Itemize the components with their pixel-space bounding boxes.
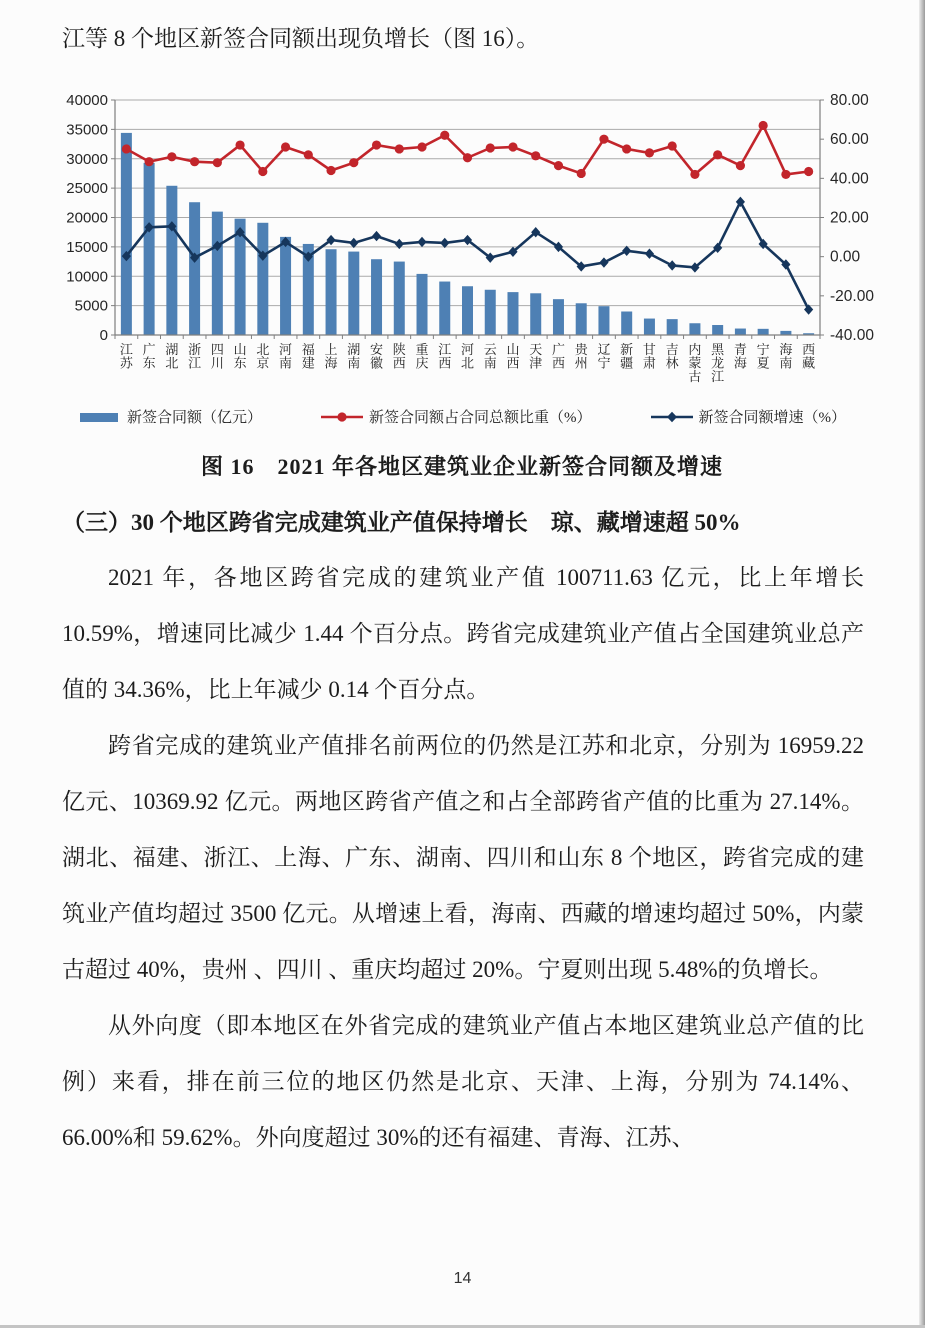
svg-text:0: 0 bbox=[99, 327, 108, 344]
svg-text:5000: 5000 bbox=[74, 297, 108, 315]
svg-text:黑龙江: 黑龙江 bbox=[711, 342, 725, 384]
svg-text:河北: 河北 bbox=[460, 342, 475, 371]
svg-text:60.00: 60.00 bbox=[830, 131, 869, 149]
bar-series-new-contracts bbox=[121, 133, 814, 335]
svg-text:0.00: 0.00 bbox=[830, 248, 861, 266]
left-axis-labels bbox=[66, 92, 115, 344]
page-edge-right bbox=[919, 0, 925, 1328]
svg-text:40000: 40000 bbox=[66, 92, 108, 109]
x-axis-ticks bbox=[115, 335, 820, 339]
legend-swatch bbox=[78, 410, 122, 424]
svg-text:湖北: 湖北 bbox=[165, 342, 179, 371]
svg-text:安徽: 安徽 bbox=[370, 342, 384, 371]
legend-item-growth-line bbox=[650, 406, 847, 427]
svg-text:海南: 海南 bbox=[779, 342, 793, 371]
svg-text:陕西: 陕西 bbox=[392, 342, 406, 371]
svg-text:浙江: 浙江 bbox=[188, 342, 202, 371]
paragraph-2: 跨省完成的建筑业产值排名前两位的仍然是江苏和北京，分别为 16959.22 亿元、10369.92 亿元。两地区跨省产值之和占全部跨省产值的比重为 27.14%。湖北、福建、浙江、上海、广东、湖南、四川和山东 8 个地区，跨省完成的建筑业产值均超过 3500 亿元。从增速上看，海南、西藏的增速均超过 50%，内蒙古超过 40%，贵州 、四川 、重庆均超过 20%。宁夏则出现 5.48%的负增长。 bbox=[62, 733, 864, 982]
legend-label: 新签合同额增速（%） bbox=[698, 410, 846, 426]
figure-16-chart bbox=[55, 92, 900, 408]
svg-text:80.00: 80.00 bbox=[830, 92, 869, 109]
svg-text:天津: 天津 bbox=[529, 342, 543, 371]
svg-text:上海: 上海 bbox=[324, 342, 338, 371]
legend-item-bars bbox=[78, 406, 262, 427]
svg-text:25000: 25000 bbox=[66, 180, 108, 198]
svg-text:四川: 四川 bbox=[210, 342, 224, 371]
svg-text:江苏: 江苏 bbox=[119, 342, 133, 371]
chart-legend bbox=[62, 406, 862, 427]
svg-text:广东: 广东 bbox=[142, 342, 156, 371]
right-axis-labels bbox=[820, 92, 874, 344]
svg-text:广西: 广西 bbox=[551, 342, 565, 371]
svg-text:甘肃: 甘肃 bbox=[642, 342, 656, 371]
svg-text:西藏: 西藏 bbox=[802, 342, 816, 371]
svg-text:辽宁: 辽宁 bbox=[597, 342, 611, 371]
legend-item-share-line bbox=[320, 406, 592, 427]
svg-text:15000: 15000 bbox=[66, 238, 108, 256]
svg-text:湖南: 湖南 bbox=[347, 342, 361, 371]
contract-chart-canvas bbox=[55, 92, 900, 408]
svg-text:新疆: 新疆 bbox=[620, 342, 634, 371]
svg-text:内蒙古: 内蒙古 bbox=[688, 342, 702, 384]
legend-label: 新签合同额占合同总额比重（%） bbox=[369, 410, 592, 426]
svg-text:10000: 10000 bbox=[66, 268, 108, 286]
svg-text:青海: 青海 bbox=[733, 342, 747, 371]
legend-label: 新签合同额（亿元） bbox=[126, 410, 262, 426]
svg-text:40.00: 40.00 bbox=[830, 170, 869, 188]
body-text bbox=[62, 550, 864, 1166]
section-heading: （三）30 个地区跨省完成建筑业产值保持增长 琼、藏增速超 50% bbox=[62, 510, 741, 535]
svg-text:20000: 20000 bbox=[66, 209, 108, 227]
legend-swatch bbox=[650, 410, 694, 424]
svg-text:贵州: 贵州 bbox=[574, 342, 588, 371]
intro-text: 江等 8 个地区新签合同额出现负增长（图 16）。 bbox=[62, 26, 540, 51]
svg-text:吉林: 吉林 bbox=[665, 342, 679, 371]
svg-text:重庆: 重庆 bbox=[415, 342, 429, 371]
svg-text:云南: 云南 bbox=[483, 342, 497, 371]
page-number: 14 bbox=[453, 1270, 472, 1287]
svg-text:30000: 30000 bbox=[66, 150, 108, 168]
svg-text:山西: 山西 bbox=[506, 342, 520, 371]
legend-swatch bbox=[320, 410, 364, 424]
svg-text:35000: 35000 bbox=[66, 121, 108, 139]
svg-text:-20.00: -20.00 bbox=[830, 287, 874, 305]
svg-text:河南: 河南 bbox=[279, 342, 293, 371]
paragraph-3: 从外向度（即本地区在外省完成的建筑业产值占本地区建筑业总产值的比例）来看，排在前三位的地区仍然是北京、天津、上海，分别为 74.14%、66.00%和 59.62%。外向度超过 30%的还有福建、青海、江苏、 bbox=[62, 1013, 864, 1150]
svg-text:江西: 江西 bbox=[438, 342, 452, 371]
svg-text:北京: 北京 bbox=[256, 342, 270, 371]
svg-text:-40.00: -40.00 bbox=[830, 327, 874, 344]
svg-text:20.00: 20.00 bbox=[830, 209, 869, 227]
figure-caption: 图 16 2021 年各地区建筑业企业新签合同额及增速 bbox=[200, 454, 723, 479]
svg-text:宁夏: 宁夏 bbox=[756, 342, 770, 371]
paragraph-1: 2021 年，各地区跨省完成的建筑业产值 100711.63 亿元，比上年增长 10.59%，增速同比减少 1.44 个百分点。跨省完成建筑业产值占全国建筑业总产值的 34.36%，比上年减少 0.14 个百分点。 bbox=[62, 565, 864, 702]
svg-text:山东: 山东 bbox=[233, 342, 247, 371]
svg-text:福建: 福建 bbox=[301, 342, 315, 371]
x-axis-labels bbox=[120, 342, 815, 384]
